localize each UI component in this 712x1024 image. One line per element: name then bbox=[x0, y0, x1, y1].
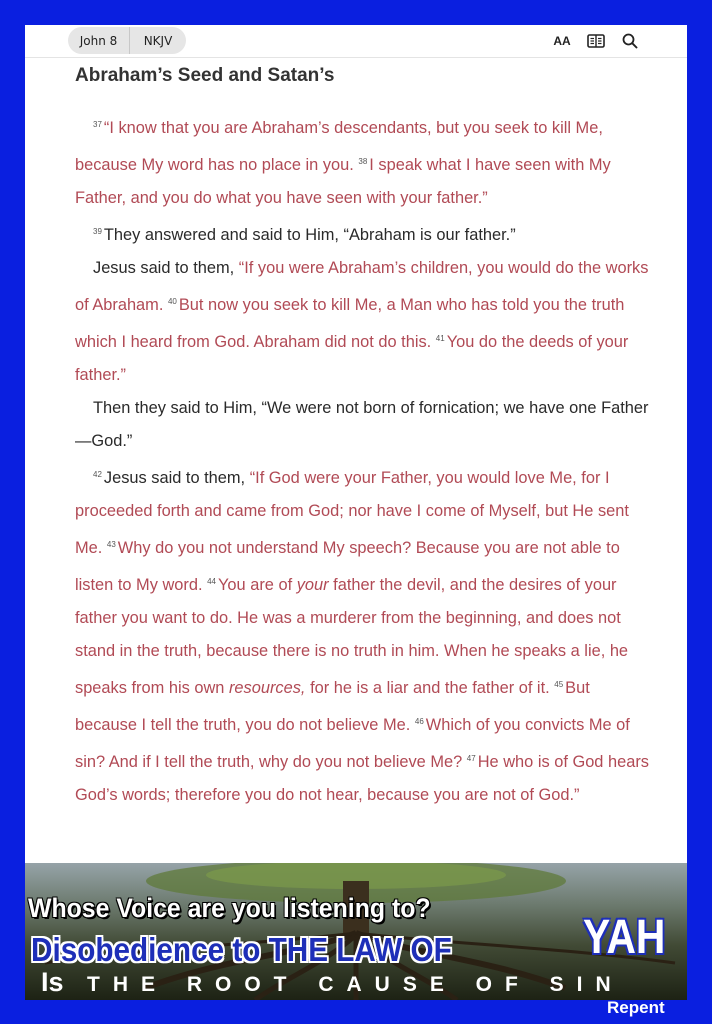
banner-is: Is bbox=[41, 967, 64, 997]
verse-number: 40 bbox=[167, 297, 177, 306]
verse-text: “If God were your Father, you would love Me, for I proceeded forth and came from God; nor have I come of Myself, but He sent Me. bbox=[75, 469, 629, 557]
section-heading: Abraham’s Seed and Satan’s bbox=[75, 65, 335, 86]
verse-number: 41 bbox=[435, 334, 445, 343]
search-icon[interactable] bbox=[619, 31, 641, 51]
verse-number: 46 bbox=[414, 717, 424, 726]
reader-book-icon[interactable] bbox=[585, 31, 607, 51]
verse-text: your bbox=[296, 576, 329, 594]
verse-text: You are of bbox=[218, 576, 293, 594]
banner-root-cause: THE ROOT CAUSE OF SIN bbox=[87, 973, 624, 996]
verse-text: But now you seek to kill Me, a Man who has told you the truth which I heard from God. Abraham did not do this. bbox=[75, 296, 625, 351]
verse-number: 44 bbox=[207, 577, 216, 586]
verse-text: resources, bbox=[228, 679, 306, 697]
book-chapter-button[interactable]: John 8 bbox=[68, 27, 130, 54]
verse-text: Jesus said to them, bbox=[93, 259, 235, 277]
banner-headline: Disobedience to THE LAW OF bbox=[31, 931, 452, 968]
paragraph bbox=[75, 215, 655, 252]
version-button[interactable]: NKJV bbox=[143, 33, 173, 48]
verse-text: “If you were Abraham’s children, you would do the works of Abraham. bbox=[75, 259, 649, 314]
verse-text: Jesus said to them, bbox=[103, 469, 246, 487]
verse-text: Why do you not understand My speech? Because you are not able to listen to My word. bbox=[75, 539, 620, 594]
reader-toolbar bbox=[25, 25, 687, 58]
verse-text: “I know that you are Abraham’s descendants, but you seek to kill Me, because My word has no place in you. bbox=[75, 119, 603, 174]
repent-caption: Repent bbox=[607, 998, 665, 1017]
verse-text: But because I tell the truth, you do not believe Me. bbox=[75, 679, 590, 734]
passage-selector bbox=[68, 27, 186, 54]
verse-text: They answered and said to Him, “Abraham is our father.” bbox=[103, 226, 516, 244]
verse-text: Then they said to Him, “We were not born of fornication; we have one Father—God.” bbox=[75, 399, 649, 450]
paragraph bbox=[75, 108, 655, 215]
tree-roots-banner bbox=[25, 863, 687, 1000]
verse-number: 47 bbox=[466, 754, 476, 763]
paragraph bbox=[75, 252, 655, 392]
verse-number: 43 bbox=[106, 540, 116, 549]
verse-text: You do the deeds of your father.” bbox=[75, 333, 629, 384]
verse-number: 38 bbox=[358, 157, 368, 166]
verse-text: Which of you convicts Me of sin? And if I tell the truth, why do you not believe Me? bbox=[75, 716, 630, 771]
scripture-text bbox=[75, 108, 655, 812]
verse-number: 42 bbox=[93, 470, 102, 479]
verse-text: for he is a liar and the father of it. bbox=[310, 679, 550, 697]
banner-yah: YAH bbox=[583, 911, 666, 964]
verse-number: 37 bbox=[93, 120, 102, 129]
paragraph bbox=[75, 392, 655, 458]
verse-text: father the devil, and the desires of your father you want to do. He was a murderer from the beginning, and does not stand in the truth, because there is no truth in him. When he speaks a lie, he speaks from his own bbox=[75, 576, 629, 697]
bible-reader-window bbox=[25, 25, 687, 1000]
text-size-icon[interactable]: AA bbox=[553, 34, 571, 48]
verse-number: 39 bbox=[93, 227, 102, 236]
verse-text: I speak what I have seen with My Father, and you do what you have seen with your father.” bbox=[75, 156, 611, 207]
verse-text: He who is of God hears God’s words; therefore you do not hear, because you are not of God.” bbox=[75, 753, 649, 804]
paragraph bbox=[75, 458, 655, 812]
verse-number: 45 bbox=[554, 680, 564, 689]
banner-question: Whose Voice are you listening to? bbox=[28, 893, 431, 923]
